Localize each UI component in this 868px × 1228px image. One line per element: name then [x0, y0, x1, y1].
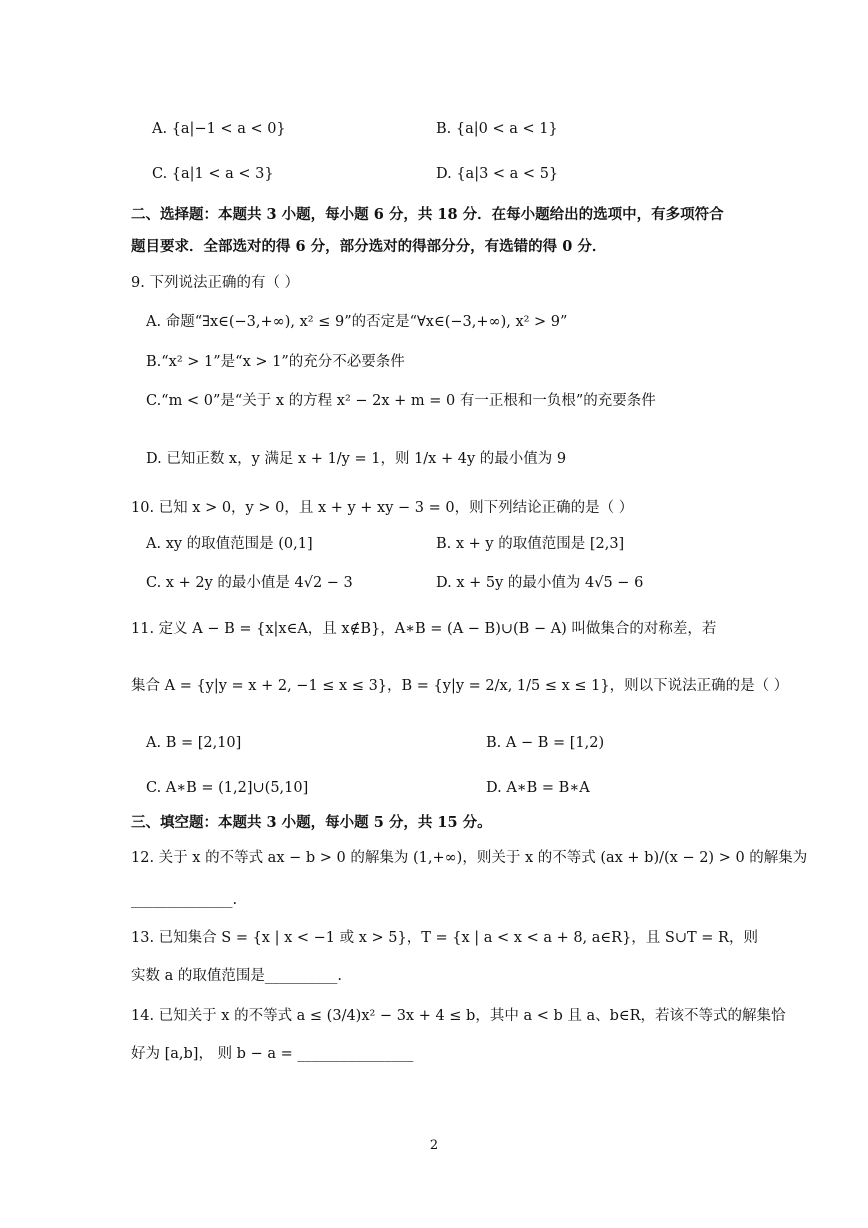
q12-line2: ______________. — [131, 892, 238, 908]
q13-line1: 13. 已知集合 S = {x | x < −1 或 x > 5}，T = {x | a < x < a + 8, a∈R}，且 S∪T = R，则 — [131, 930, 758, 946]
q10-option-b: B. x + y 的取值范围是 [2,3] — [436, 536, 625, 552]
q11-stem-line1: 11. 定义 A − B = {x|x∈A，且 x∉B}，A∗B = (A − B)∪(B − A) 叫做集合的对称差，若 — [131, 621, 717, 637]
q8-option-d: D. {a|3 < a < 5} — [436, 166, 559, 182]
q11-option-d: D. A∗B = B∗A — [486, 780, 590, 796]
q10-option-c: C. x + 2y 的最小值是 4√2 − 3 — [146, 575, 353, 591]
q12-line1: 12. 关于 x 的不等式 ax − b > 0 的解集为 (1,+∞)，则关于 x 的不等式 (ax + b)/(x − 2) > 0 的解集为 — [131, 850, 808, 866]
q8-option-b: B. {a|0 < a < 1} — [436, 121, 558, 137]
q11-option-c: C. A∗B = (1,2]∪(5,10] — [146, 780, 309, 796]
q8-option-c: C. {a|1 < a < 3} — [152, 166, 274, 182]
section2-heading-line2: 题目要求．全部选对的得 6 分，部分选对的得部分分，有选错的得 0 分． — [131, 238, 607, 255]
q14-line2: 好为 [a,b]， 则 b − a = ________________ — [131, 1046, 414, 1062]
q11-option-b: B. A − B = [1,2) — [486, 735, 605, 751]
q8-option-a: A. {a|−1 < a < 0} — [152, 121, 286, 137]
q10-option-a: A. xy 的取值范围是 (0,1] — [146, 536, 313, 552]
q10-option-d: D. x + 5y 的最小值为 4√5 − 6 — [436, 575, 644, 591]
q9-option-a: A. 命题“∃x∈(−3,+∞), x² ≤ 9”的否定是“∀x∈(−3,+∞), x² > 9” — [146, 314, 568, 330]
q9-stem: 9. 下列说法正确的有（ ） — [131, 275, 300, 291]
q11-stem-line2: 集合 A = {y|y = x + 2, −1 ≤ x ≤ 3}，B = {y|y = 2/x, 1/5 ≤ x ≤ 1}，则以下说法正确的是（ ） — [131, 678, 789, 694]
q14-line1: 14. 已知关于 x 的不等式 a ≤ (3/4)x² − 3x + 4 ≤ b，其中 a < b 且 a、b∈R，若该不等式的解集恰 — [131, 1008, 786, 1024]
q9-option-d: D. 已知正数 x，y 满足 x + 1/y = 1，则 1/x + 4y 的最小值为 9 — [146, 451, 567, 467]
q10-stem: 10. 已知 x > 0，y > 0，且 x + y + xy − 3 = 0，则下列结论正确的是（ ） — [131, 500, 634, 516]
q13-line2: 实数 a 的取值范围是__________. — [131, 968, 342, 984]
q9-option-b: B.“x² > 1”是“x > 1”的充分不必要条件 — [146, 354, 405, 370]
section2-heading-line1: 二、选择题：本题共 3 小题，每小题 6 分，共 18 分．在每小题给出的选项中，有多项符合 — [131, 206, 724, 223]
section3-heading: 三、填空题：本题共 3 小题，每小题 5 分，共 15 分。 — [131, 814, 492, 831]
q11-option-a: A. B = [2,10] — [146, 735, 242, 751]
q9-option-c: C.“m < 0”是“关于 x 的方程 x² − 2x + m = 0 有一正根和一负根”的充要条件 — [146, 393, 656, 409]
page-number: 2 — [429, 1138, 439, 1153]
